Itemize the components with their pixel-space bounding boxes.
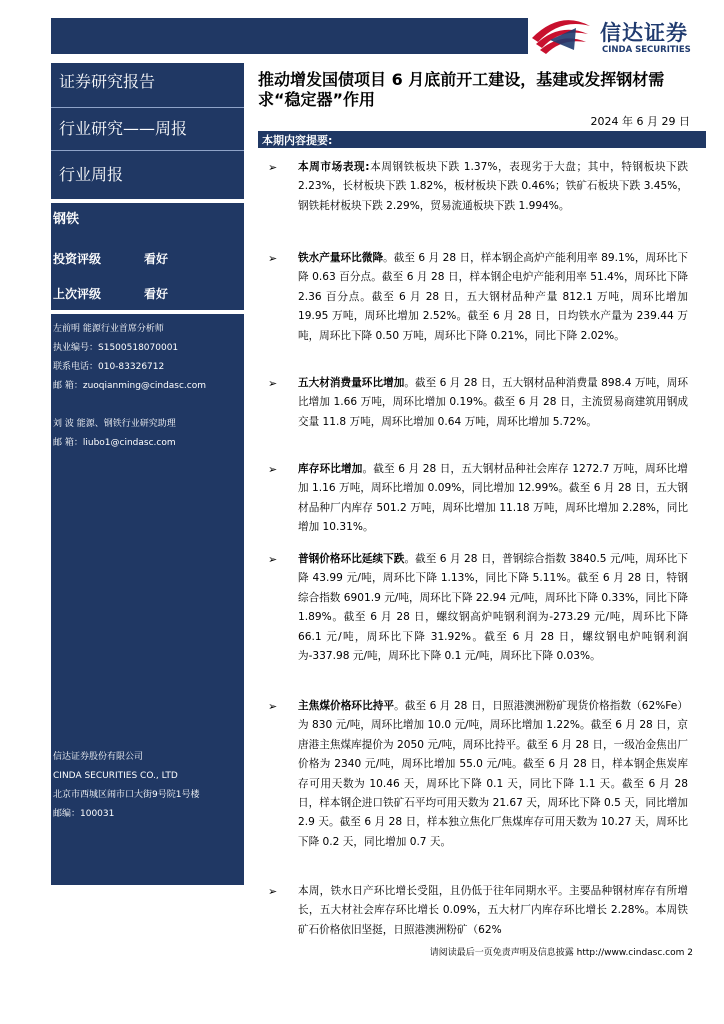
rating-label: 投资评级	[53, 252, 102, 266]
report-date: 2024 年 6 月 29 日	[590, 115, 690, 128]
analyst-line	[53, 396, 243, 415]
arrow-bullet-icon: ➢	[268, 885, 278, 898]
sidebar-header-block	[51, 63, 244, 199]
research-type: 行业研究——周报	[59, 119, 188, 138]
company-line: 邮编：100031	[53, 809, 115, 819]
analyst-block	[51, 314, 244, 885]
arrow-bullet-icon: ➢	[268, 700, 278, 713]
bullet-text	[298, 882, 688, 940]
logo-text-cn: 信达证券	[600, 21, 688, 45]
arrow-bullet-icon: ➢	[268, 553, 278, 566]
analyst-email[interactable]: 邮 箱：zuoqianming@cindasc.com	[53, 381, 207, 391]
bullet-body: 本周钢铁板块下跌 1.37%，表现劣于大盘；其中，特钢板块下跌 2.23%，长材板块下跌 1.82%，板材板块下跌 0.46%；铁矿石板块下跌 3.45%，钢铁耗材板块下跌 2.29%，贸易流通板块下跌 1.994%。	[298, 161, 688, 212]
bullet-body: 。截至 6 月 28 日，五大钢材品种社会库存 1272.7 万吨，周环比增加 1.16 万吨，周环比增加 0.09%，同比增加 12.99%。截至 6 月 28 日，五大钢材品种厂内库存 501.2 万吨，周环比增加 11.18 万吨，周环比增加 2.28%，同比增加 10.31%。	[298, 463, 688, 534]
company-logo	[530, 14, 720, 60]
analyst-line: 刘 波 能源、钢铁行业研究助理	[53, 419, 176, 429]
bullet-head: 五大材消费量环比增加	[298, 377, 405, 389]
rating-block	[51, 203, 244, 310]
header-bar	[51, 18, 528, 54]
analyst-line: 左前明 能源行业首席分析师	[53, 324, 164, 334]
bullet-body: 。截至 6 月 28 日，日照港澳洲粉矿现货价格指数（62%Fe）为 830 元/吨，周环比增加 10.0 元/吨，周环比增加 1.22%。截至 6 月 28 日，京唐港主焦煤库提价为 2050 元/吨，周环比持平。截至 6 月 28 日，一级冶金焦出厂价格为 2340 元/吨，周环比增加 55.0 元/吨。截至 6 月 28 日，样本钢企焦炭库存可用天数为 10.46 天，周环比下降 0.1 天，同比下降 1.1 天。截至 6 月 28 日，样本钢企进口铁矿石平均可用天数为 21.67 天，周环比下降 0.5 天，同比增加 2.9 天。截至 6 月 28 日，样本独立焦化厂焦煤库存可用天数为 10.27 天，周环比下降 0.2 天，同比增加 0.7 天。	[298, 700, 688, 848]
bullet-text	[298, 550, 688, 666]
logo-text-en: CINDA SECURITIES	[602, 45, 691, 55]
bullet-body: 。截至 6 月 28 日，五大钢材品种消费量 898.4 万吨，周环比增加 1.66 万吨，周环比增加 0.19%。截至 6 月 28 日，主流贸易商建筑用钢成交量 11.8 万吨，周环比增加 0.64 万吨，周环比增加 5.72%。	[298, 377, 688, 428]
analyst-line: 联系电话：010-83326712	[53, 362, 165, 372]
report-type: 证券研究报告	[59, 72, 156, 91]
industry-name: 钢铁	[53, 212, 80, 227]
bullet-head: 主焦煤价格环比持平	[298, 700, 395, 712]
bullet-body: 本周，铁水日产环比增长受阻，且仍低于往年同期水平。主要品种钢材库存有所增长，五大材社会库存环比增长 0.09%，五大材厂内库存环比增长 2.28%。本周铁矿石价格依旧坚挺，日照港澳洲粉矿（62%	[298, 885, 688, 936]
bullet-body: 。截至 6 月 28 日，样本钢企高炉产能利用率 89.1%，周环比下降 0.63 百分点。截至 6 月 28 日，样本钢企电炉产能利用率 51.4%，周环比下降 2.36 百分点。截至 6 月 28 日，五大钢材品种产量 812.1 万吨，周环比增加 19.95 万吨，周环比增加 2.52%。截至 6 月 28 日，日均铁水产量为 239.44 万吨，周环比下降 0.50 万吨，周环比下降 0.21%，同比下降 2.02%。	[298, 252, 688, 342]
company-line: CINDA SECURITIES CO., LTD	[53, 771, 178, 781]
rating-value: 看好	[144, 252, 169, 266]
bullet-head: 铁水产量环比微降	[298, 252, 384, 264]
arrow-bullet-icon: ➢	[268, 377, 278, 390]
bullet-body: 。截至 6 月 28 日，普钢综合指数 3840.5 元/吨，周环比下降 43.99 元/吨，周环比下降 1.13%，同比下降 5.11%。截至 6 月 28 日，特钢综合指数 6901.9 元/吨，周环比下降 22.94 元/吨，周环比下降 0.33%，同比下降 1.89%。截至 6 月 28 日，螺纹钢高炉吨钢利润为-273.29 元/吨，周环比下降 66.1 元/吨，周环比下降 31.92%。截至 6 月 28 日，螺纹钢电炉吨钢利润为-337.98 元/吨，周环比下降 0.1 元/吨，周环比下降 0.03%。	[298, 553, 689, 663]
bullet-text	[298, 697, 688, 852]
analyst-email[interactable]: 邮 箱：liubo1@cindasc.com	[53, 438, 176, 448]
analyst-info	[53, 320, 243, 453]
company-line: 北京市西城区闹市口大街9号院1号楼	[53, 790, 200, 800]
cinda-logo-icon	[530, 16, 592, 56]
page-footer: 请阅读最后一页免责声明及信息披露 http://www.cindasc.com 2	[429, 948, 693, 958]
bullet-text	[298, 158, 688, 216]
prev-rating-value: 看好	[144, 287, 169, 301]
report-title: 推动增发国债项目 6 月底前开工建设，基建或发挥钢材需求“稳定器”作用	[258, 70, 665, 109]
prev-rating-label: 上次评级	[53, 287, 102, 301]
arrow-bullet-icon: ➢	[268, 252, 278, 265]
arrow-bullet-icon: ➢	[268, 463, 278, 476]
bullet-text	[298, 460, 688, 538]
bullet-head: 库存环比增加	[298, 463, 363, 475]
summary-header	[258, 131, 706, 148]
sidebar	[51, 63, 244, 885]
bullet-text	[298, 249, 688, 346]
divider	[51, 150, 244, 152]
arrow-bullet-icon: ➢	[268, 161, 278, 174]
company-line: 信达证券股份有限公司	[53, 752, 144, 762]
summary-header-label: 本期内容提要:	[262, 134, 333, 147]
report-kind: 行业周报	[59, 165, 124, 184]
bullet-head: 本周市场表现:	[298, 161, 370, 173]
analyst-line: 执业编号：S1500518070001	[53, 343, 179, 353]
bullet-text	[298, 374, 688, 432]
bullet-head: 普钢价格环比延续下跌	[298, 553, 405, 565]
divider	[51, 107, 244, 109]
company-info	[53, 748, 243, 824]
